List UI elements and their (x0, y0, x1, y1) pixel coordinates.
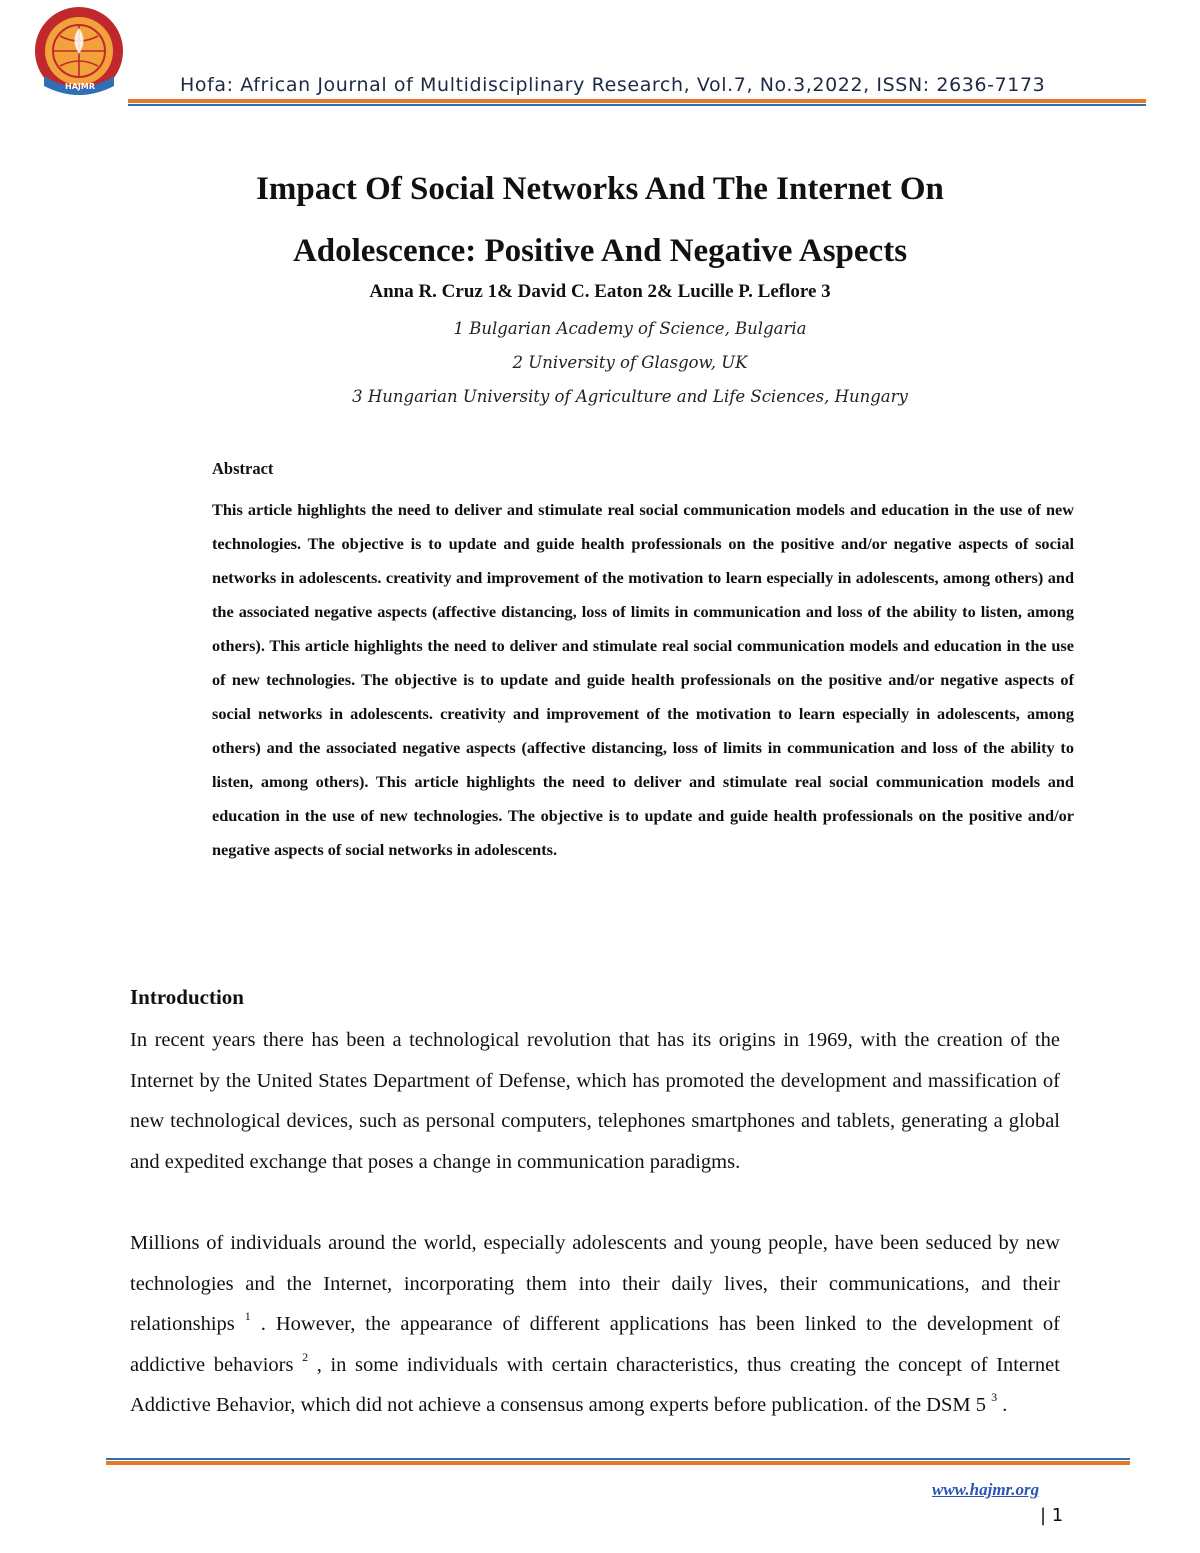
reference-3[interactable]: 3 (991, 1390, 998, 1405)
header-rule-orange (128, 99, 1146, 103)
paragraph-text: . However, the appearance of different applications has been linked to the development of addictive behaviors (130, 1313, 1061, 1376)
author-list: Anna R. Cruz 1& David C. Eaton 2& Lucille P. Leflore 3 (369, 281, 831, 302)
abstract-text: This article highlights the need to deliver and stimulate real social communication models and education in the use of new technologies. The objective is to update and guide health professionals on the positive and/or negative aspects of social networks in adolescents. creativity and improvement of the motivation to learn especially in adolescents, among others) and the associated negative aspects (affective distancing, loss of limits in communication and loss of the ability to listen, among others). This article highlights the need to deliver and stimulate real social communication models and education in the use of new technologies. The objective is to update and guide health professionals on the positive and/or negative aspects of social networks in adolescents. creativity and improvement of the motivation to learn especially in adolescents, among others) and the associated negative aspects (affective distancing, loss of limits in communication and loss of the ability to listen, among others). This article highlights the need to deliver and stimulate real social communication models and education in the use of new technologies. The objective is to update and guide health professionals on the positive and/or negative aspects of social networks in adolescents. (212, 500, 1074, 859)
affiliation-2: 2 University of Glasgow, UK (512, 353, 748, 372)
intro-paragraph-1: In recent years there has been a technological revolution that has its origins in 1969, with the creation of the Internet by the United States Department of Defense, which has promoted the development and massification of new technological devices, such as personal computers, telephones smartphones and tablets, generating a global and expedited exchange that poses a change in communication paradigms. (130, 1029, 1060, 1173)
paragraph-text: , in some individuals with certain characteristics, thus creating the concept of Internet Addictive Behavior, which did not achieve a consensus among experts before publication. of the DSM 5 (130, 1353, 1060, 1417)
reference-1[interactable]: 1 (244, 1309, 251, 1324)
paper-title (100, 158, 1100, 282)
affiliation-3: 3 Hungarian University of Agriculture and Life Sciences, Hungary (352, 387, 908, 406)
journal-logo (30, 6, 128, 104)
website-link[interactable]: www.hajmr.org (932, 1480, 1040, 1499)
footer-rule-orange (106, 1461, 1130, 1465)
affiliation-1: 1 Bulgarian Academy of Science, Bulgaria (453, 319, 807, 338)
paragraph-text: Millions of individuals around the world, especially adolescents and young people, have been seduced by new technologies and the Internet, incorporating them into their daily lives, their communications, and their relationships (130, 1232, 1060, 1336)
footer-rule-blue (106, 1458, 1130, 1460)
title-line-2: Adolescence: Positive And Negative Aspects (292, 233, 908, 269)
paragraph-text: . (997, 1394, 1008, 1417)
abstract-heading: Abstract (212, 459, 274, 478)
journal-citation: Hofa: African Journal of Multidisciplinary Research, Vol.7, No.3,2022, ISSN: 2636-7173 (180, 74, 1046, 96)
intro-paragraph-2 (130, 1223, 1060, 1426)
logo-text: HAJMR (65, 82, 95, 91)
header-rule-blue (128, 104, 1146, 106)
reference-2[interactable]: 2 (302, 1349, 309, 1364)
page-number: | 1 (1040, 1505, 1064, 1526)
title-line-1: Impact Of Social Networks And The Internet On (256, 171, 944, 207)
introduction-heading: Introduction (130, 985, 244, 1009)
